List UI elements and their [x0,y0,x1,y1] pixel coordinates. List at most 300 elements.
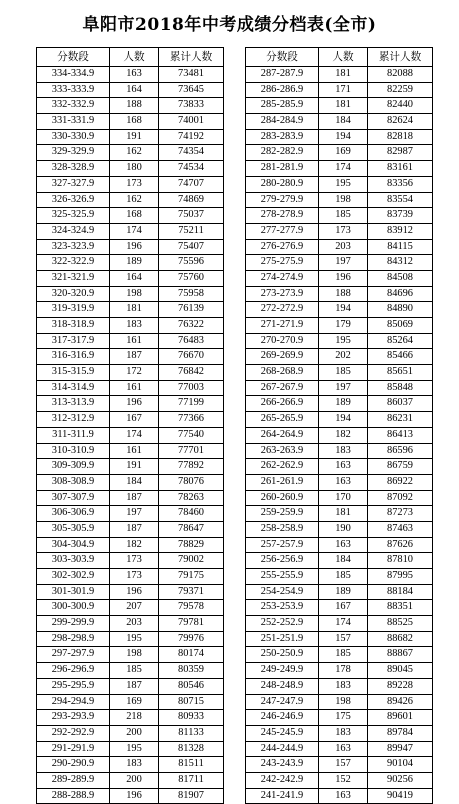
cumulative-cell: 82987 [368,145,433,161]
count-cell: 173 [110,569,159,585]
count-cell: 183 [110,757,159,773]
cumulative-cell: 83739 [368,208,433,224]
score-range-cell: 310-310.9 [37,443,110,459]
cumulative-cell: 84696 [368,286,433,302]
cumulative-cell: 86413 [368,427,433,443]
table-row [37,286,224,302]
score-range-cell: 277-277.9 [246,223,319,239]
table-row [246,145,433,161]
count-cell: 188 [110,98,159,114]
score-range-cell: 270-270.9 [246,333,319,349]
count-cell: 178 [319,663,368,679]
header-score-range: 分数段 [246,48,319,67]
table-row [37,208,224,224]
count-cell: 187 [110,678,159,694]
count-cell: 200 [110,772,159,788]
table-row [246,569,433,585]
score-range-cell: 299-299.9 [37,616,110,632]
cumulative-cell: 79002 [159,553,224,569]
cumulative-cell: 85069 [368,318,433,334]
score-range-cell: 285-285.9 [246,98,319,114]
table-row [246,459,433,475]
table-row [37,333,224,349]
table-row [37,631,224,647]
cumulative-cell: 73481 [159,67,224,83]
score-range-cell: 269-269.9 [246,349,319,365]
cumulative-cell: 83161 [368,161,433,177]
count-cell: 161 [110,380,159,396]
table-row [246,396,433,412]
cumulative-cell: 81133 [159,725,224,741]
count-cell: 191 [110,129,159,145]
count-cell: 197 [319,255,368,271]
cumulative-cell: 77701 [159,443,224,459]
count-cell: 197 [319,380,368,396]
count-cell: 174 [110,223,159,239]
table-row [246,710,433,726]
table-row [37,396,224,412]
count-cell: 172 [110,365,159,381]
count-cell: 218 [110,710,159,726]
score-range-cell: 276-276.9 [246,239,319,255]
count-cell: 164 [110,82,159,98]
table-row [37,569,224,585]
count-cell: 175 [319,710,368,726]
score-range-cell: 331-331.9 [37,114,110,130]
table-row [37,772,224,788]
score-range-cell: 314-314.9 [37,380,110,396]
cumulative-cell: 86037 [368,396,433,412]
table-row [246,239,433,255]
table-row [37,412,224,428]
score-range-cell: 244-244.9 [246,741,319,757]
table-row [37,490,224,506]
count-cell: 188 [319,286,368,302]
score-range-cell: 264-264.9 [246,427,319,443]
score-range-cell: 249-249.9 [246,663,319,679]
score-range-cell: 306-306.9 [37,506,110,522]
table-row [37,161,224,177]
table-row [246,114,433,130]
cumulative-cell: 88184 [368,584,433,600]
table-row [246,208,433,224]
count-cell: 185 [319,647,368,663]
count-cell: 189 [319,584,368,600]
table-row [37,757,224,773]
score-range-cell: 296-296.9 [37,663,110,679]
table-row [37,725,224,741]
page-title: 阜阳市2018年中考成绩分档表(全市) [82,15,377,35]
count-cell: 195 [319,176,368,192]
count-cell: 187 [110,521,159,537]
cumulative-cell: 79976 [159,631,224,647]
count-cell: 198 [319,694,368,710]
cumulative-cell: 82259 [368,82,433,98]
score-range-cell: 326-326.9 [37,192,110,208]
table-row [37,82,224,98]
cumulative-cell: 87995 [368,569,433,585]
score-table-right [245,47,433,804]
count-cell: 173 [319,223,368,239]
count-cell: 194 [319,302,368,318]
table-row [37,474,224,490]
cumulative-cell: 75958 [159,286,224,302]
score-range-cell: 242-242.9 [246,772,319,788]
cumulative-cell: 89426 [368,694,433,710]
cumulative-cell: 88682 [368,631,433,647]
score-range-cell: 322-322.9 [37,255,110,271]
cumulative-cell: 76139 [159,302,224,318]
score-range-cell: 295-295.9 [37,678,110,694]
table-row [37,318,224,334]
count-cell: 200 [110,725,159,741]
table-row [246,553,433,569]
score-range-cell: 294-294.9 [37,694,110,710]
count-cell: 161 [110,443,159,459]
table-header-row [246,48,433,67]
table-row [37,663,224,679]
count-cell: 196 [110,584,159,600]
cumulative-cell: 86922 [368,474,433,490]
table-row [37,788,224,804]
count-cell: 202 [319,349,368,365]
cumulative-cell: 90419 [368,788,433,804]
table-row [37,67,224,83]
table-row [37,537,224,553]
count-cell: 174 [110,427,159,443]
cumulative-cell: 74869 [159,192,224,208]
header-cumulative: 累计人数 [368,48,433,67]
table-row [37,678,224,694]
cumulative-cell: 77199 [159,396,224,412]
score-range-cell: 328-328.9 [37,161,110,177]
count-cell: 183 [319,443,368,459]
score-range-cell: 267-267.9 [246,380,319,396]
score-range-cell: 250-250.9 [246,647,319,663]
count-cell: 185 [319,569,368,585]
cumulative-cell: 87626 [368,537,433,553]
score-range-cell: 260-260.9 [246,490,319,506]
table-row [37,521,224,537]
cumulative-cell: 78263 [159,490,224,506]
cumulative-cell: 85466 [368,349,433,365]
cumulative-cell: 81511 [159,757,224,773]
count-cell: 185 [319,208,368,224]
score-range-cell: 290-290.9 [37,757,110,773]
cumulative-cell: 77892 [159,459,224,475]
score-range-cell: 324-324.9 [37,223,110,239]
cumulative-cell: 88351 [368,600,433,616]
count-cell: 191 [110,459,159,475]
cumulative-cell: 84115 [368,239,433,255]
cumulative-cell: 85848 [368,380,433,396]
score-range-cell: 262-262.9 [246,459,319,475]
header-score-range: 分数段 [37,48,110,67]
score-range-cell: 282-282.9 [246,145,319,161]
score-range-cell: 265-265.9 [246,412,319,428]
cumulative-cell: 73833 [159,98,224,114]
cumulative-cell: 82440 [368,98,433,114]
count-cell: 196 [110,396,159,412]
score-range-cell: 293-293.9 [37,710,110,726]
score-range-cell: 311-311.9 [37,427,110,443]
score-range-cell: 318-318.9 [37,318,110,334]
score-range-cell: 241-241.9 [246,788,319,804]
score-range-cell: 280-280.9 [246,176,319,192]
cumulative-cell: 88867 [368,647,433,663]
cumulative-cell: 74534 [159,161,224,177]
table-row [37,427,224,443]
table-row [246,537,433,553]
table-row [37,380,224,396]
count-cell: 174 [319,616,368,632]
count-cell: 184 [319,114,368,130]
table-row [246,772,433,788]
score-range-cell: 255-255.9 [246,569,319,585]
count-cell: 164 [110,270,159,286]
table-row [37,239,224,255]
table-row [37,349,224,365]
cumulative-cell: 87092 [368,490,433,506]
count-cell: 163 [319,788,368,804]
score-range-cell: 273-273.9 [246,286,319,302]
count-cell: 163 [319,459,368,475]
count-cell: 183 [110,318,159,334]
table-row [246,631,433,647]
count-cell: 196 [110,788,159,804]
score-table-left [36,47,224,804]
table-row [246,349,433,365]
table-header-row [37,48,224,67]
cumulative-cell: 78460 [159,506,224,522]
cumulative-cell: 90104 [368,757,433,773]
cumulative-cell: 79371 [159,584,224,600]
table-row [246,318,433,334]
score-range-cell: 243-243.9 [246,757,319,773]
count-cell: 167 [319,600,368,616]
score-range-cell: 284-284.9 [246,114,319,130]
score-range-cell: 252-252.9 [246,616,319,632]
score-range-cell: 320-320.9 [37,286,110,302]
score-range-cell: 303-303.9 [37,553,110,569]
cumulative-cell: 87810 [368,553,433,569]
table-row [37,584,224,600]
count-cell: 163 [319,741,368,757]
cumulative-cell: 79578 [159,600,224,616]
count-cell: 180 [110,161,159,177]
cumulative-cell: 80174 [159,647,224,663]
score-range-cell: 304-304.9 [37,537,110,553]
score-range-cell: 313-313.9 [37,396,110,412]
count-cell: 173 [110,553,159,569]
score-range-cell: 319-319.9 [37,302,110,318]
score-range-cell: 321-321.9 [37,270,110,286]
table-row [246,333,433,349]
count-cell: 182 [319,427,368,443]
table-row [246,98,433,114]
table-row [246,600,433,616]
table-row [246,192,433,208]
cumulative-cell: 75407 [159,239,224,255]
table-row [246,584,433,600]
cumulative-cell: 88525 [368,616,433,632]
score-range-cell: 287-287.9 [246,67,319,83]
count-cell: 170 [319,490,368,506]
cumulative-cell: 81711 [159,772,224,788]
count-cell: 194 [319,412,368,428]
table-row [37,553,224,569]
count-cell: 181 [319,506,368,522]
cumulative-cell: 89228 [368,678,433,694]
count-cell: 207 [110,600,159,616]
count-cell: 190 [319,521,368,537]
table-row [37,223,224,239]
count-cell: 195 [110,631,159,647]
cumulative-cell: 84312 [368,255,433,271]
table-row [37,270,224,286]
score-range-cell: 300-300.9 [37,600,110,616]
table-row [37,114,224,130]
count-cell: 203 [319,239,368,255]
cumulative-cell: 85264 [368,333,433,349]
score-range-cell: 258-258.9 [246,521,319,537]
cumulative-cell: 77366 [159,412,224,428]
count-cell: 161 [110,333,159,349]
score-range-cell: 292-292.9 [37,725,110,741]
table-row [37,694,224,710]
table-row [246,176,433,192]
score-range-cell: 266-266.9 [246,396,319,412]
cumulative-cell: 87273 [368,506,433,522]
cumulative-cell: 86231 [368,412,433,428]
count-cell: 162 [110,192,159,208]
table-row [246,223,433,239]
table-row [246,286,433,302]
score-range-cell: 329-329.9 [37,145,110,161]
count-cell: 169 [110,694,159,710]
table-row [37,365,224,381]
cumulative-cell: 80546 [159,678,224,694]
count-cell: 171 [319,82,368,98]
table-row [37,506,224,522]
header-count: 人数 [319,48,368,67]
table-row [37,255,224,271]
table-row [246,616,433,632]
score-range-cell: 312-312.9 [37,412,110,428]
score-range-cell: 254-254.9 [246,584,319,600]
cumulative-cell: 87463 [368,521,433,537]
count-cell: 174 [319,161,368,177]
count-cell: 162 [110,145,159,161]
cumulative-cell: 78829 [159,537,224,553]
count-cell: 179 [319,318,368,334]
score-range-cell: 261-261.9 [246,474,319,490]
table-row [246,678,433,694]
cumulative-cell: 86759 [368,459,433,475]
score-range-cell: 246-246.9 [246,710,319,726]
cumulative-cell: 75596 [159,255,224,271]
table-row [246,757,433,773]
cumulative-cell: 81328 [159,741,224,757]
count-cell: 183 [319,725,368,741]
cumulative-cell: 80933 [159,710,224,726]
cumulative-cell: 76322 [159,318,224,334]
count-cell: 163 [319,474,368,490]
score-range-cell: 268-268.9 [246,365,319,381]
cumulative-cell: 83554 [368,192,433,208]
count-cell: 194 [319,129,368,145]
score-range-cell: 288-288.9 [37,788,110,804]
table-row [37,145,224,161]
count-cell: 196 [110,239,159,255]
score-range-cell: 272-272.9 [246,302,319,318]
score-range-cell: 315-315.9 [37,365,110,381]
score-range-cell: 302-302.9 [37,569,110,585]
table-row [37,192,224,208]
count-cell: 198 [110,286,159,302]
table-row [246,788,433,804]
cumulative-cell: 74001 [159,114,224,130]
count-cell: 163 [110,67,159,83]
cumulative-cell: 80359 [159,663,224,679]
table-row [246,506,433,522]
cumulative-cell: 74707 [159,176,224,192]
score-range-cell: 323-323.9 [37,239,110,255]
count-cell: 198 [110,647,159,663]
cumulative-cell: 76842 [159,365,224,381]
count-cell: 203 [110,616,159,632]
table-row [246,521,433,537]
table-row [246,270,433,286]
cumulative-cell: 86596 [368,443,433,459]
score-range-cell: 274-274.9 [246,270,319,286]
score-range-cell: 330-330.9 [37,129,110,145]
score-range-cell: 259-259.9 [246,506,319,522]
cumulative-cell: 80715 [159,694,224,710]
score-range-cell: 309-309.9 [37,459,110,475]
score-range-cell: 286-286.9 [246,82,319,98]
cumulative-cell: 83912 [368,223,433,239]
cumulative-cell: 90256 [368,772,433,788]
count-cell: 182 [110,537,159,553]
count-cell: 185 [110,663,159,679]
count-cell: 189 [319,396,368,412]
score-range-cell: 247-247.9 [246,694,319,710]
cumulative-cell: 89947 [368,741,433,757]
table-row [37,98,224,114]
table-row [37,129,224,145]
score-range-cell: 271-271.9 [246,318,319,334]
count-cell: 189 [110,255,159,271]
table-row [246,255,433,271]
cumulative-cell: 77540 [159,427,224,443]
score-range-cell: 317-317.9 [37,333,110,349]
count-cell: 181 [319,67,368,83]
table-row [37,302,224,318]
table-row [37,647,224,663]
table-row [37,176,224,192]
score-range-cell: 279-279.9 [246,192,319,208]
cumulative-cell: 82818 [368,129,433,145]
cumulative-cell: 74354 [159,145,224,161]
table-row [246,365,433,381]
count-cell: 187 [110,490,159,506]
table-row [246,129,433,145]
count-cell: 195 [110,741,159,757]
cumulative-cell: 75211 [159,223,224,239]
cumulative-cell: 89601 [368,710,433,726]
table-row [246,82,433,98]
